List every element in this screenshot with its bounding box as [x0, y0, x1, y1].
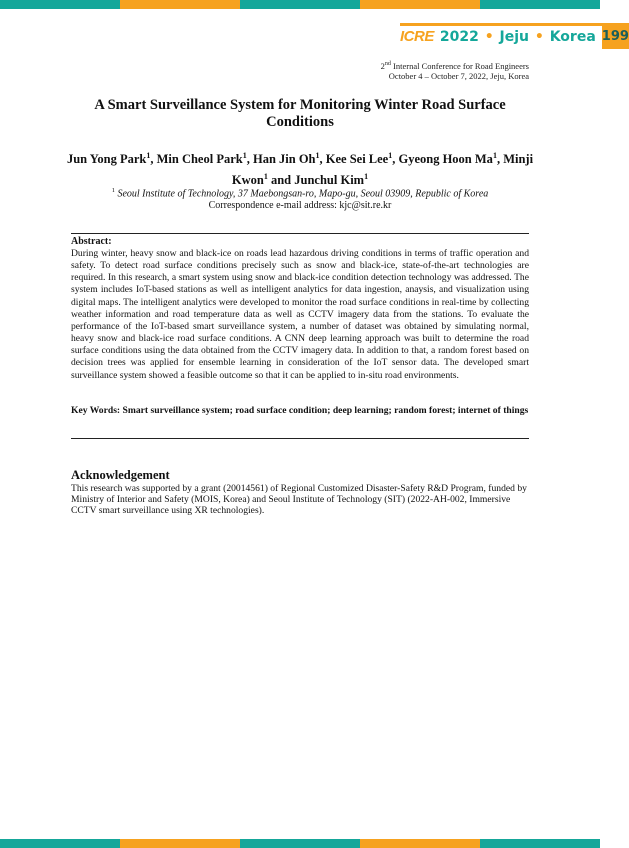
author-affiliation-marker: 1 — [388, 151, 393, 160]
keywords: Key Words: Smart surveillance system; road surface condition; deep learning; random forest; internet of things — [71, 405, 529, 416]
abstract-heading: Abstract: — [71, 236, 112, 247]
author-affiliation-marker: 1 — [364, 172, 369, 182]
author-affiliation-marker: 1 — [492, 151, 497, 160]
conference-badge-text: 2022 • Jeju • Korea — [439, 28, 596, 45]
conference-logo: ICRE — [400, 28, 434, 45]
author-separator: , — [246, 152, 253, 167]
abstract-text: During winter, heavy snow and black-ice on roads lead hazardous driving conditions in terms of traffic operation and safety. To detect road surface conditions precisely such as snow and black-ice, state-of-the-art technologies are required. In this research, a smart system using snow and black-ice condition detection technology was addressed. The system includes IoT-based stations as well as intelligent analytics for data ingestion, anaysis, and visualization using digital maps. The intelligent analytics were developed to monitor the road surface conditions in real-time by collecting weather information and road temperature data as well as CCTV imagery data from the stations. To evaluate the performance of the IoT-based smart surveillance system, a number of dataset was obtained by simulating normal, heavy snow and black-ice road surface conditions. A CNN deep learning approach was built to determine the road surface conditions using the data obtained from the CCTV imagery data. In addition to that, a random forest based on decision trees was applied for ensemble learning in consideration of the IoT sensor data. The developed smart surveillance system showed a feasible outcome so that it can be applied to in-situ road environments. — [71, 248, 529, 381]
author-separator: , — [150, 152, 157, 167]
bottom-color-stripe — [0, 839, 600, 848]
acknowledgement-heading: Acknowledgement — [71, 468, 170, 482]
author-name: Gyeong Hoon Ma — [398, 152, 493, 167]
author-name: Han Jin Oh — [252, 152, 316, 167]
conference-badge — [400, 22, 629, 50]
author-name: Kee Sei Lee — [325, 152, 389, 167]
paper-title: A Smart Surveillance System for Monitoring Winter Road Surface Conditions — [94, 97, 506, 130]
abstract-bottom-rule — [71, 438, 529, 439]
author-affiliation-marker: 1 — [146, 151, 151, 160]
affiliation-block: $^1$ Seoul Institute of Technology, 37 Maebongsan-ro, Mapo-gu, Seoul 03909, Republic of Korea Correspondence e-mail address: kjc@sit.re.kr — [60, 185, 540, 212]
author-name: Jun Yong Park — [66, 152, 147, 167]
abstract-top-rule — [71, 233, 529, 234]
top-color-stripe — [0, 0, 600, 9]
author-separator: , — [319, 152, 326, 167]
page-number: 199 — [602, 23, 629, 49]
acknowledgement-text: This research was supported by a grant (20014561) of Regional Customized Disaster-Safety R&D Program, funded by Ministry of Interior and Safety (MOIS, Korea) and Seoul Institute of Technology (SIT) (2022-AH-002, Immersive CCTV smart surveillance using XR technologies). — [71, 483, 527, 517]
author-name: Junchul Kim — [294, 173, 365, 188]
author-affiliation-marker: 1 — [315, 151, 320, 160]
conference-info: 2nd Internal Conference for Road Engineers October 4 – October 7, 2022, Jeju, Korea — [380, 60, 529, 81]
author-affiliation-marker: 1 — [263, 172, 268, 182]
author-affiliation-marker: 1 — [242, 151, 247, 160]
author-separator: , — [392, 152, 399, 167]
author-separator: and — [267, 173, 295, 188]
author-separator: , — [496, 152, 504, 167]
author-name: Minji Kwon — [231, 152, 534, 188]
correspondence-email: Correspondence e-mail address: kjc@sit.re.kr — [208, 200, 392, 212]
author-list — [60, 147, 540, 189]
author-name: Min Cheol Park — [156, 152, 243, 167]
